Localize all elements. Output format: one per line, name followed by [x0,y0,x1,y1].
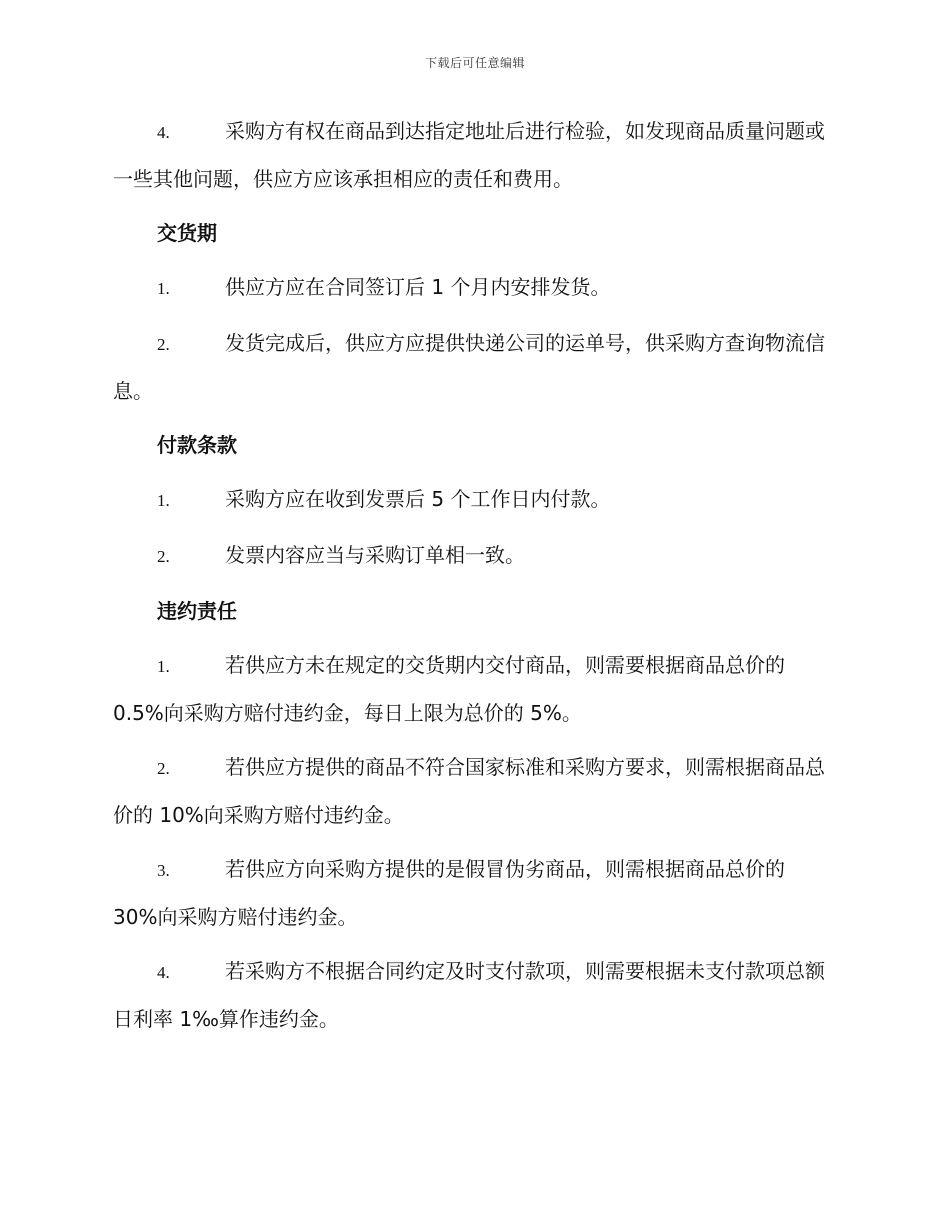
clause-text: 若供应方提供的商品不符合国家标准和采购方要求，则需根据商品总价的 10%向采购方赔付违约金。 [113,755,825,827]
clause-text: 供应方应在合同签订后 1 个月内安排发货。 [225,275,611,299]
clause-text: 若采购方不根据合同约定及时支付款项，则需要根据未支付款项总额日利率 1‰算作违约金。 [113,959,825,1031]
clause-number: 4. [157,963,170,982]
breach-clause-1 [113,642,835,736]
clause-text: 发货完成后，供应方应提供快递公司的运单号，供采购方查询物流信息。 [113,331,825,403]
clause-text: 若供应方未在规定的交货期内交付商品，则需要根据商品总价的 0.5%向采购方赔付违约金，每日上限为总价的 5%。 [113,653,785,725]
clause-number: 1. [157,491,170,510]
clause-text: 采购方有权在商品到达指定地址后进行检验，如发现商品质量问题或一些其他问题，供应方应该承担相应的责任和费用。 [113,119,825,191]
section-heading-payment: 付款条款 [157,433,237,457]
breach-clause-4 [113,948,835,1042]
section-heading-breach: 违约责任 [157,599,237,623]
delivery-clause-1 [113,264,835,312]
inspection-clause-4 [113,108,835,202]
payment-clause-2 [113,532,835,580]
section-heading-delivery: 交货期 [157,221,217,245]
clause-number: 3. [157,861,170,880]
clause-number: 1. [157,279,170,298]
clause-text: 若供应方向采购方提供的是假冒伪劣商品，则需根据商品总价的 30%向采购方赔付违约金。 [113,857,785,929]
clause-number: 1. [157,657,170,676]
payment-clause-1 [113,476,835,524]
clause-number: 2. [157,547,170,566]
clause-number: 4. [157,123,170,142]
page-header-note: 下载后可任意编辑 [424,56,525,70]
clause-text: 发票内容应当与采购订单相一致。 [225,543,525,567]
document-body [113,108,835,1050]
clause-number: 2. [157,759,170,778]
clause-number: 2. [157,335,170,354]
breach-clause-2 [113,744,835,838]
delivery-clause-2 [113,320,835,414]
clause-text: 采购方应在收到发票后 5 个工作日内付款。 [225,487,611,511]
breach-clause-3 [113,846,835,940]
